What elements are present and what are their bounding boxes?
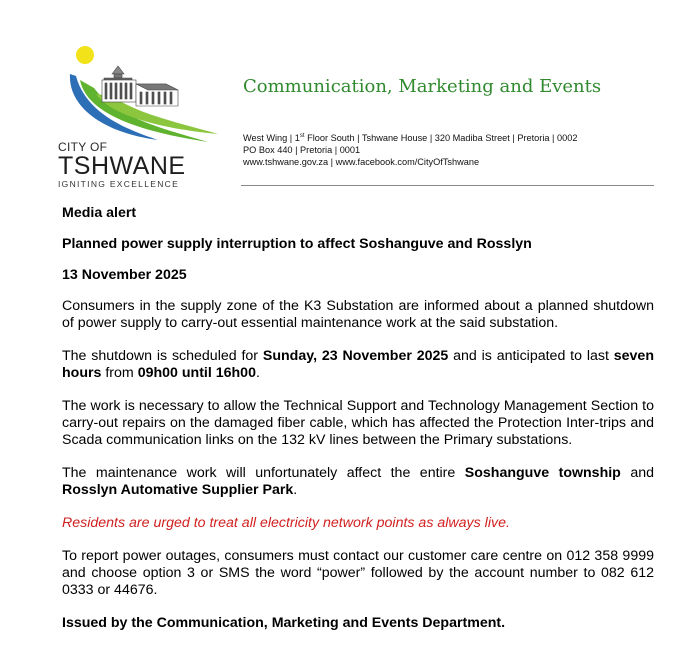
logo-tagline: IGNITING EXCELLENCE	[58, 179, 180, 189]
document-type-label: Media alert	[62, 205, 137, 221]
address-line-3[interactable]: www.tshwane.gov.za | www.facebook.com/CityOfTshwane	[243, 157, 480, 167]
paragraph-5: To report power outages, consumers must contact our customer care centre on 012 358 9999 and choose option 3 or SMS the word “power” followed by the account number to 082 612 0333 or 44676.	[62, 548, 654, 598]
media-alert-body	[62, 205, 654, 632]
paragraph-1: Consumers in the supply zone of the K3 Substation are informed about a planned shutdown of power supply to carry-out essential maintenance work at the said substation.	[62, 298, 654, 331]
logo-city-label: CITY OF	[58, 140, 108, 154]
issued-by: Issued by the Communication, Marketing and Events Department.	[62, 615, 506, 631]
release-date: 13 November 2025	[62, 267, 187, 283]
city-logo	[58, 44, 228, 194]
safety-warning: Residents are urged to treat all electricity network points as always live.	[62, 515, 510, 531]
logo-city-name: TSHWANE	[58, 152, 186, 180]
paragraph-2: The shutdown is scheduled for Sunday, 23 November 2025 and is anticipated to last seven hours from 09h00 until 16h00.	[62, 348, 654, 381]
city-emblem-icon	[58, 44, 228, 144]
address-block	[243, 132, 577, 168]
address-line-2: PO Box 440 | Pretoria | 0001	[243, 145, 361, 155]
department-title: Communication, Marketing and Events	[243, 76, 602, 97]
paragraph-4: The maintenance work will unfortunately affect the entire Soshanguve township and Rosslyn Automative Supplier Park.	[62, 465, 654, 498]
headline: Planned power supply interruption to affect Soshanguve and Rosslyn	[62, 236, 532, 252]
paragraph-3: The work is necessary to allow the Technical Support and Technology Management Section to carry-out repairs on the damaged fiber cable, which has affected the Protection Inter-trips and Scada communication links on the 132 kV lines between the Primary substations.	[62, 398, 654, 448]
header-divider	[241, 185, 654, 186]
address-line-1: West Wing | 1st Floor South | Tshwane House | 320 Madiba Street | Pretoria | 0002	[243, 133, 578, 143]
